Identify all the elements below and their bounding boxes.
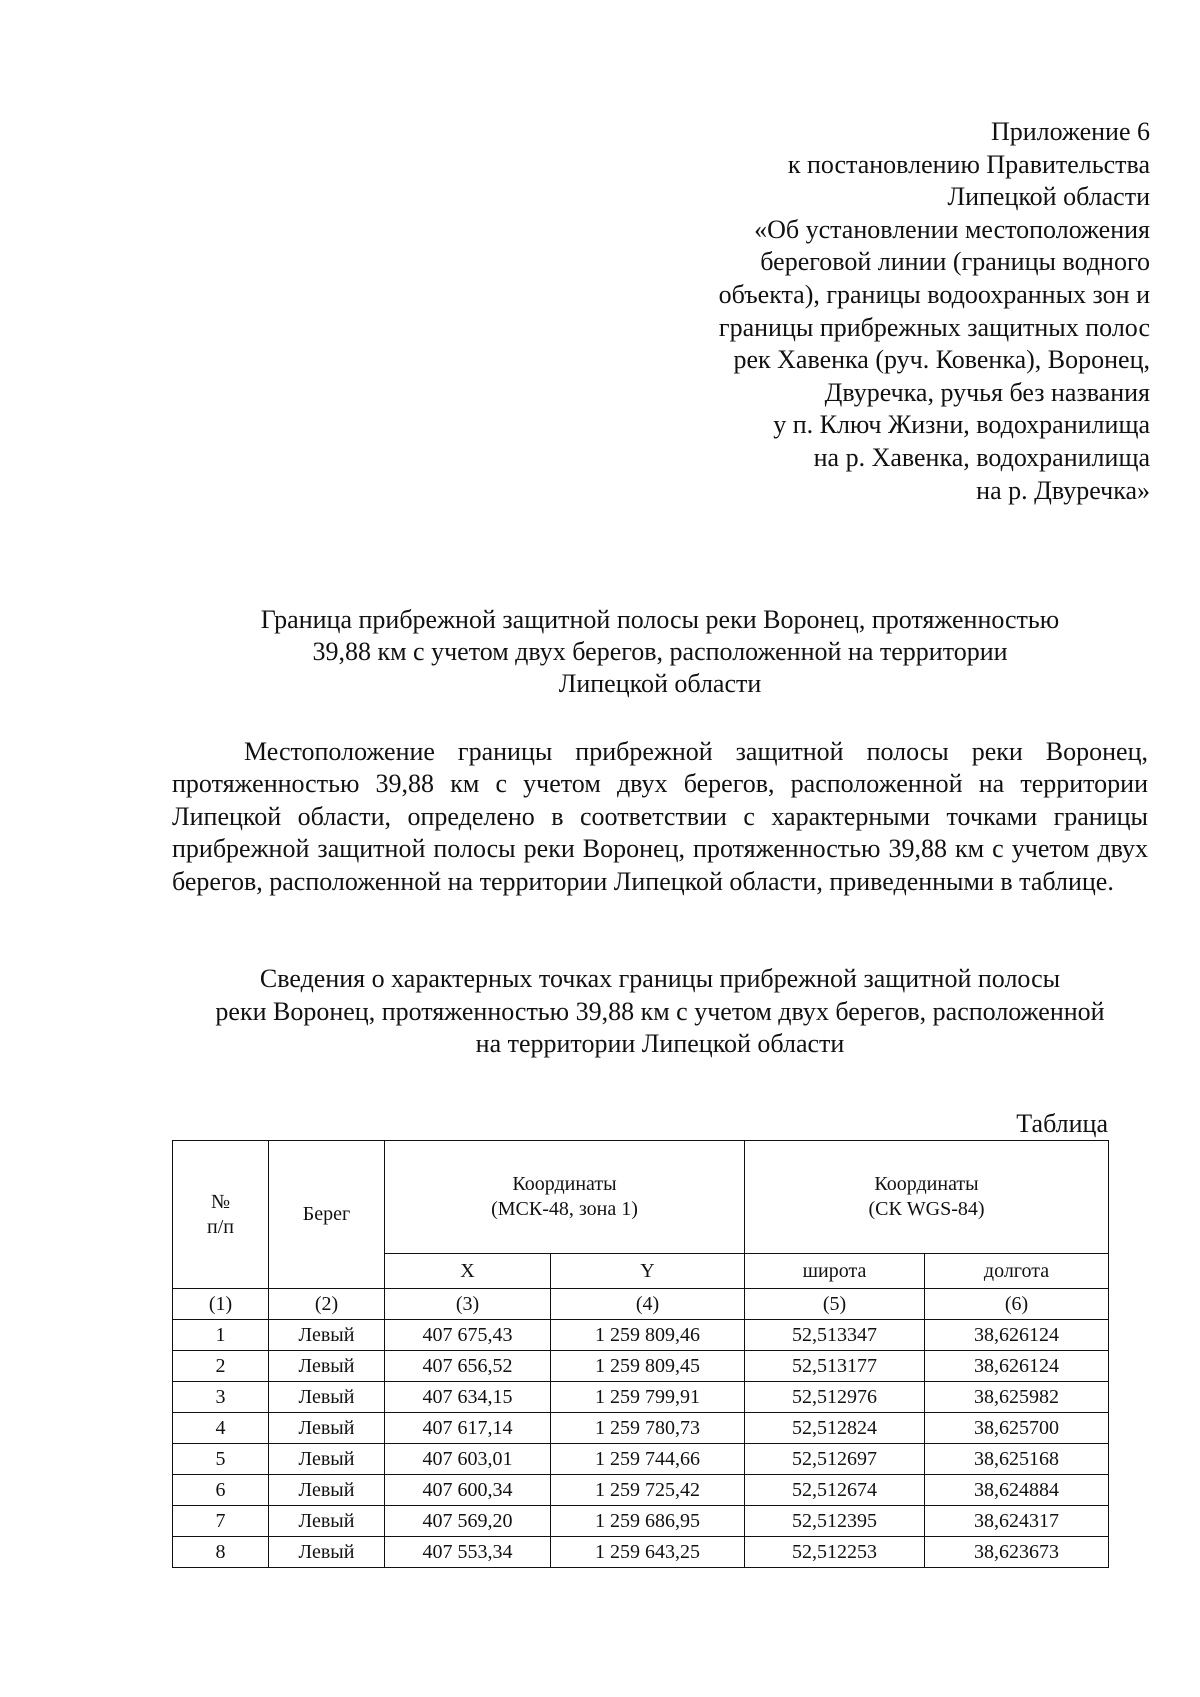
appendix-line: границы прибрежных защитных полос bbox=[718, 312, 1150, 342]
appendix-line: у п. Ключ Жизни, водохранилища bbox=[773, 410, 1150, 440]
cell-bank: Левый bbox=[269, 1537, 385, 1568]
cell-y: 1 259 799,91 bbox=[551, 1382, 745, 1413]
appendix-line: объекта), границы водоохранных зон и bbox=[718, 279, 1150, 309]
cell-x: 407 617,14 bbox=[385, 1413, 551, 1444]
cell-bank: Левый bbox=[269, 1320, 385, 1351]
cell-bank: Левый bbox=[269, 1506, 385, 1537]
cell-number: 2 bbox=[173, 1351, 269, 1382]
cell-x: 407 600,34 bbox=[385, 1475, 551, 1506]
cell-lon: 38,625982 bbox=[925, 1382, 1109, 1413]
header-msk-line1: Координаты bbox=[512, 1173, 617, 1195]
caption-line: на территории Липецкой области bbox=[475, 1029, 845, 1058]
table-row bbox=[173, 1444, 1109, 1475]
cell-x: 407 569,20 bbox=[385, 1506, 551, 1537]
cell-lat: 52,513177 bbox=[745, 1351, 925, 1382]
cell-lon: 38,625700 bbox=[925, 1413, 1109, 1444]
cell-lon: 38,624317 bbox=[925, 1506, 1109, 1537]
header-msk-line2: (МСК-48, зона 1) bbox=[491, 1198, 638, 1220]
column-number: (6) bbox=[925, 1289, 1109, 1320]
cell-number: 7 bbox=[173, 1506, 269, 1537]
cell-lat: 52,512674 bbox=[745, 1475, 925, 1506]
cell-y: 1 259 809,45 bbox=[551, 1351, 745, 1382]
header-wgs bbox=[745, 1141, 1109, 1254]
header-wgs-line1: Координаты bbox=[874, 1173, 979, 1195]
cell-lat: 52,512976 bbox=[745, 1382, 925, 1413]
table-row bbox=[173, 1351, 1109, 1382]
appendix-line: рек Хавенка (руч. Ковенка), Воронец, bbox=[733, 345, 1150, 375]
appendix-line: к постановлению Правительства bbox=[787, 149, 1150, 179]
appendix-line: на р. Двуречка» bbox=[976, 475, 1150, 505]
table-row bbox=[173, 1320, 1109, 1351]
cell-number: 3 bbox=[173, 1382, 269, 1413]
table-caption bbox=[172, 963, 1148, 1061]
cell-y: 1 259 686,95 bbox=[551, 1506, 745, 1537]
cell-y: 1 259 780,73 bbox=[551, 1413, 745, 1444]
header-bank: Берег bbox=[269, 1141, 385, 1289]
header-number-line2: п/п bbox=[207, 1215, 234, 1238]
cell-bank: Левый bbox=[269, 1475, 385, 1506]
caption-line: реки Воронец, протяженностью 39,88 км с учетом двух берегов, расположенной bbox=[215, 996, 1105, 1026]
cell-y: 1 259 744,66 bbox=[551, 1444, 745, 1475]
cell-lat: 52,512253 bbox=[745, 1537, 925, 1568]
cell-number: 1 bbox=[173, 1320, 269, 1351]
column-number: (5) bbox=[745, 1289, 925, 1320]
header-lat: широта bbox=[745, 1254, 925, 1289]
cell-bank: Левый bbox=[269, 1444, 385, 1475]
cell-lon: 38,626124 bbox=[925, 1351, 1109, 1382]
appendix-line: «Об установлении местоположения bbox=[754, 214, 1150, 244]
cell-lon: 38,626124 bbox=[925, 1320, 1109, 1351]
header-lon: долгота bbox=[925, 1254, 1109, 1289]
header-x: X bbox=[385, 1254, 551, 1289]
table-row bbox=[173, 1537, 1109, 1568]
cell-y: 1 259 643,25 bbox=[551, 1537, 745, 1568]
cell-x: 407 656,52 bbox=[385, 1351, 551, 1382]
appendix-line: Липецкой области bbox=[947, 182, 1150, 212]
header-msk bbox=[385, 1141, 745, 1254]
cell-x: 407 553,34 bbox=[385, 1537, 551, 1568]
cell-bank: Левый bbox=[269, 1351, 385, 1382]
cell-lon: 38,624884 bbox=[925, 1475, 1109, 1506]
table-row bbox=[173, 1506, 1109, 1537]
cell-x: 407 603,01 bbox=[385, 1444, 551, 1475]
cell-lon: 38,625168 bbox=[925, 1444, 1109, 1475]
cell-bank: Левый bbox=[269, 1413, 385, 1444]
cell-number: 6 bbox=[173, 1475, 269, 1506]
cell-x: 407 675,43 bbox=[385, 1320, 551, 1351]
cell-lat: 52,512697 bbox=[745, 1444, 925, 1475]
column-number: (2) bbox=[269, 1289, 385, 1320]
caption-line: Сведения о характерных точках границы прибрежной защитной полосы bbox=[259, 964, 1061, 993]
description-paragraph: Местоположение границы прибрежной защитной полосы реки Воронец, протяженностью 39,88 км с учетом двух берегов, расположенной на территории Липецкой области, определено в соответствии с характерными точками границы прибрежной защитной полосы реки Воронец, протяженностью 39,88 км с учетом двух берегов, расположенной на территории Липецкой области, приведенными в таблице. bbox=[172, 737, 1148, 896]
header-wgs-line2: (СК WGS-84) bbox=[868, 1198, 985, 1220]
document-title bbox=[172, 604, 1148, 700]
cell-y: 1 259 725,42 bbox=[551, 1475, 745, 1506]
cell-lon: 38,623673 bbox=[925, 1537, 1109, 1568]
table-label: Таблица bbox=[1016, 1109, 1108, 1138]
header-number-line1: № bbox=[210, 1190, 231, 1213]
table-row bbox=[173, 1475, 1109, 1506]
appendix-line: Приложение 6 bbox=[990, 117, 1150, 146]
cell-number: 4 bbox=[173, 1413, 269, 1444]
coordinates-table bbox=[172, 1140, 1109, 1568]
title-line: 39,88 км с учетом двух берегов, расположенной на территории bbox=[312, 637, 1008, 666]
column-number: (1) bbox=[173, 1289, 269, 1320]
column-number: (3) bbox=[385, 1289, 551, 1320]
appendix-line: на р. Хавенка, водохранилища bbox=[813, 442, 1150, 472]
column-number: (4) bbox=[551, 1289, 745, 1320]
cell-lat: 52,512395 bbox=[745, 1506, 925, 1537]
cell-y: 1 259 809,46 bbox=[551, 1320, 745, 1351]
header-number bbox=[173, 1141, 269, 1289]
table-row bbox=[173, 1413, 1109, 1444]
cell-bank: Левый bbox=[269, 1382, 385, 1413]
header-y: Y bbox=[551, 1254, 745, 1289]
table-row bbox=[173, 1382, 1109, 1413]
cell-number: 5 bbox=[173, 1444, 269, 1475]
cell-lat: 52,513347 bbox=[745, 1320, 925, 1351]
appendix-header bbox=[590, 116, 1150, 507]
cell-number: 8 bbox=[173, 1537, 269, 1568]
cell-lat: 52,512824 bbox=[745, 1413, 925, 1444]
appendix-line: береговой линии (границы водного bbox=[760, 247, 1150, 277]
appendix-line: Двуречка, ручья без названия bbox=[824, 377, 1150, 407]
title-line: Граница прибрежной защитной полосы реки Воронец, протяженностью bbox=[260, 605, 1060, 634]
title-line: Липецкой области bbox=[558, 669, 762, 698]
cell-x: 407 634,15 bbox=[385, 1382, 551, 1413]
